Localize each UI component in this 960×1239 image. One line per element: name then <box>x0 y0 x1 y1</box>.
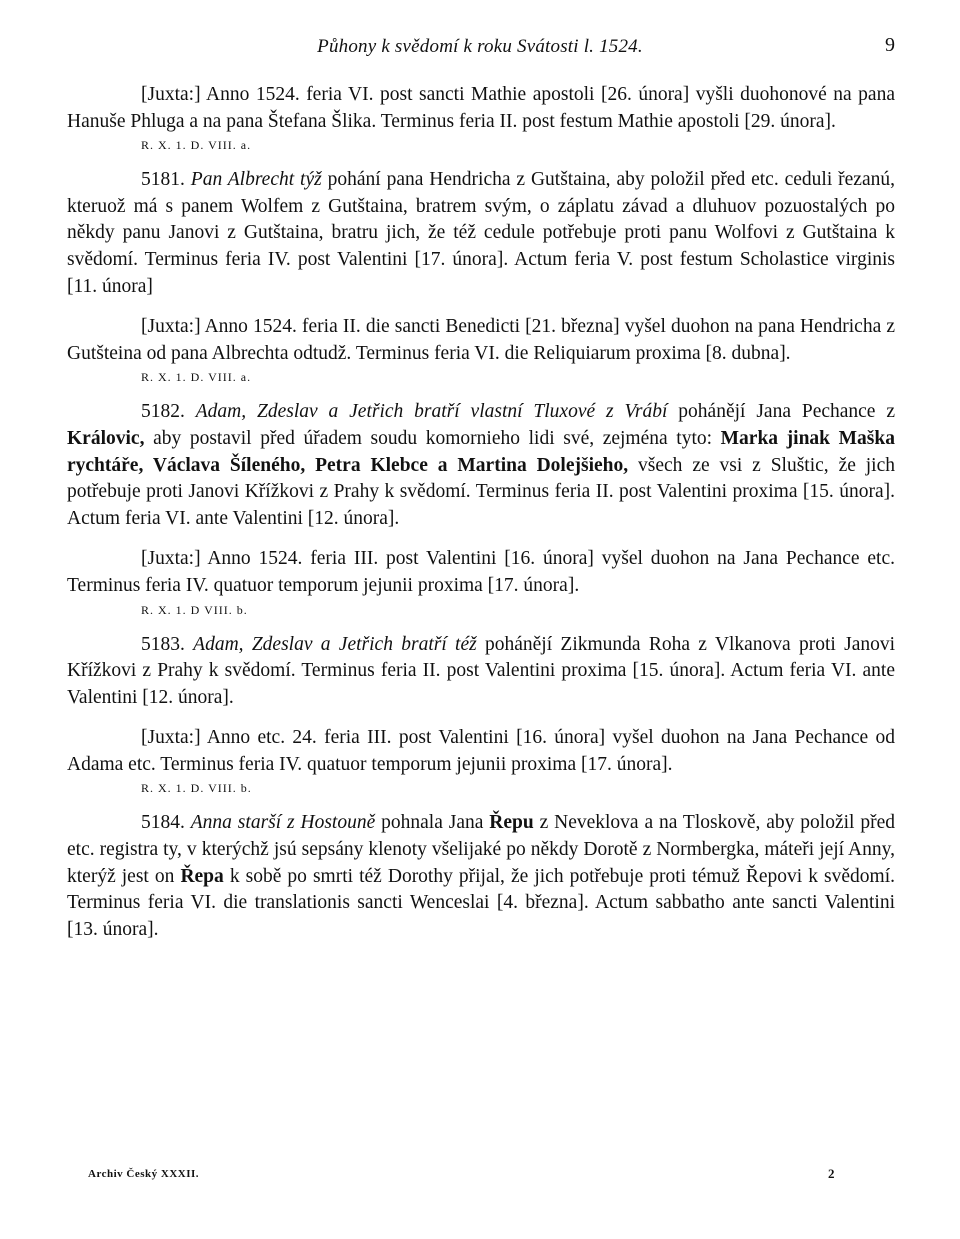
juxta-paragraph: [Juxta:] Anno etc. 24. feria III. post Valentini [16. února] vyšel duohon na Jana Pechance od Adama etc. Terminus feria IV. quatuor temporum jejunii proxima [17. února]. <box>67 727 895 775</box>
entry-number: 5182. <box>141 401 185 423</box>
entry-text: pohnala Jana <box>375 812 490 834</box>
running-header: Půhony k svědomí k roku Svátosti l. 1524. <box>317 36 643 57</box>
juxta-paragraph: [Juxta:] Anno 1524. feria VI. post sancti Mathie apostoli [26. února] vyšli duohonové na pana Hanuše Phluga a na pana Štefana Šlika. Terminus feria II. post festum Mathie apostoli [29. února]. <box>67 84 895 132</box>
juxta-paragraph: [Juxta:] Anno 1524. feria III. post Valentini [16. února] vyšel duohon na Jana Pechance etc. Terminus feria IV. quatuor temporum jejunii proxima [17. února]. <box>67 548 895 596</box>
entry-number: 5184. <box>141 812 185 834</box>
entry-text: aby postavil před úřadem soudu komornieho lidi své, zejména tyto: <box>144 427 721 449</box>
archive-signature: R. X. 1. D. VIII. a. <box>141 138 252 153</box>
entry-5181 <box>67 167 895 300</box>
footer-signature-mark: 2 <box>828 1166 835 1181</box>
person-name: Řepa <box>180 865 224 887</box>
entry-number: 5181. <box>141 169 185 191</box>
juxta-paragraph: [Juxta:] Anno 1524. feria II. die sancti Benedicti [21. března] vyšel duohon na pana Hendricha z Gutšteina od pana Albrechta odtudž. Terminus feria VI. die Reliquiarum proxima [8. dubna]. <box>67 316 895 364</box>
entry-number: 5183. <box>141 633 185 655</box>
party-names: Adam, Zdeslav a Jetřich bratří vlastní Tluxové z Vrábí <box>195 401 668 423</box>
entry-5183 <box>67 632 895 712</box>
entry-text: pohání pana Hendricha z Gutštaina, aby položil před etc. ceduli řezanú, kteruož má s panem Wolfem z Gutštaina, bratrem svým, o záplatu závad a dluhuov pozuostalých po někdy panu Janovi z Gutštaina, bratru jich, že též cedule potřebuje proti panu Wolfovi z Gutštaina k svědomí. Terminus feria IV. post Valentini [17. února]. Actum feria V. post festum Scholastice virginis [11. února] <box>67 169 895 297</box>
archive-signature: R. X. 1. D. VIII. b. <box>141 781 252 796</box>
party-names: Pan Albrecht týž <box>190 169 322 191</box>
document-body <box>67 82 895 943</box>
page-number: 9 <box>885 34 895 56</box>
entry-text: všech ze vsi z Sluštic, že jich potřebuje proti Janovi Křížkovi z Prahy k svědomí. Terminus feria II. post Valentini proxima [15. února]. Actum feria VI. ante Valentini [12. února]. <box>67 454 896 529</box>
entry-text: z Neveklova a na Tloskově, aby položil před etc. registra ty, v kterýchž jsú sepsány klenoty všelijaké po někdy Dorotě z Normbergka, máteři její Anny, kterýž jest on <box>67 812 895 887</box>
person-names: Marka jinak Maška rychtáře, Václava Šíleného, Petra Klebce a Martina Dolejšieho, <box>67 427 895 476</box>
archive-signature: R. X. 1. D. VIII. a. <box>141 370 252 385</box>
place-name: Královic, <box>67 427 145 449</box>
entry-text: pohánějí Jana Pechance z <box>667 401 895 423</box>
party-names: Anna starší z Hostouně <box>190 812 376 834</box>
footer-volume: Archiv Český XXXII. <box>88 1168 200 1180</box>
entry-text: k sobě po smrti též Dorothy přijal, že jich potřebuje proti témuž Řepovi k svědomí. Terminus feria VI. die translationis sancti Wenceslai [4. března]. Actum sabbatho ante sancti Valentini [13. února]. <box>67 865 895 940</box>
entry-5182 <box>67 399 895 532</box>
person-name: Řepu <box>489 812 534 834</box>
entry-text: pohánějí Zikmunda Roha z Vlkanova proti Janovi Křížkovi z Prahy k svědomí. Terminus feria II. post Valentini proxima [15. února]. Actum feria VI. ante Valentini [12. února]. <box>67 633 896 708</box>
party-names: Adam, Zdeslav a Jetřich bratří též <box>193 633 477 655</box>
archive-signature: R. X. 1. D VIII. b. <box>141 602 248 617</box>
entry-5184 <box>67 810 895 943</box>
